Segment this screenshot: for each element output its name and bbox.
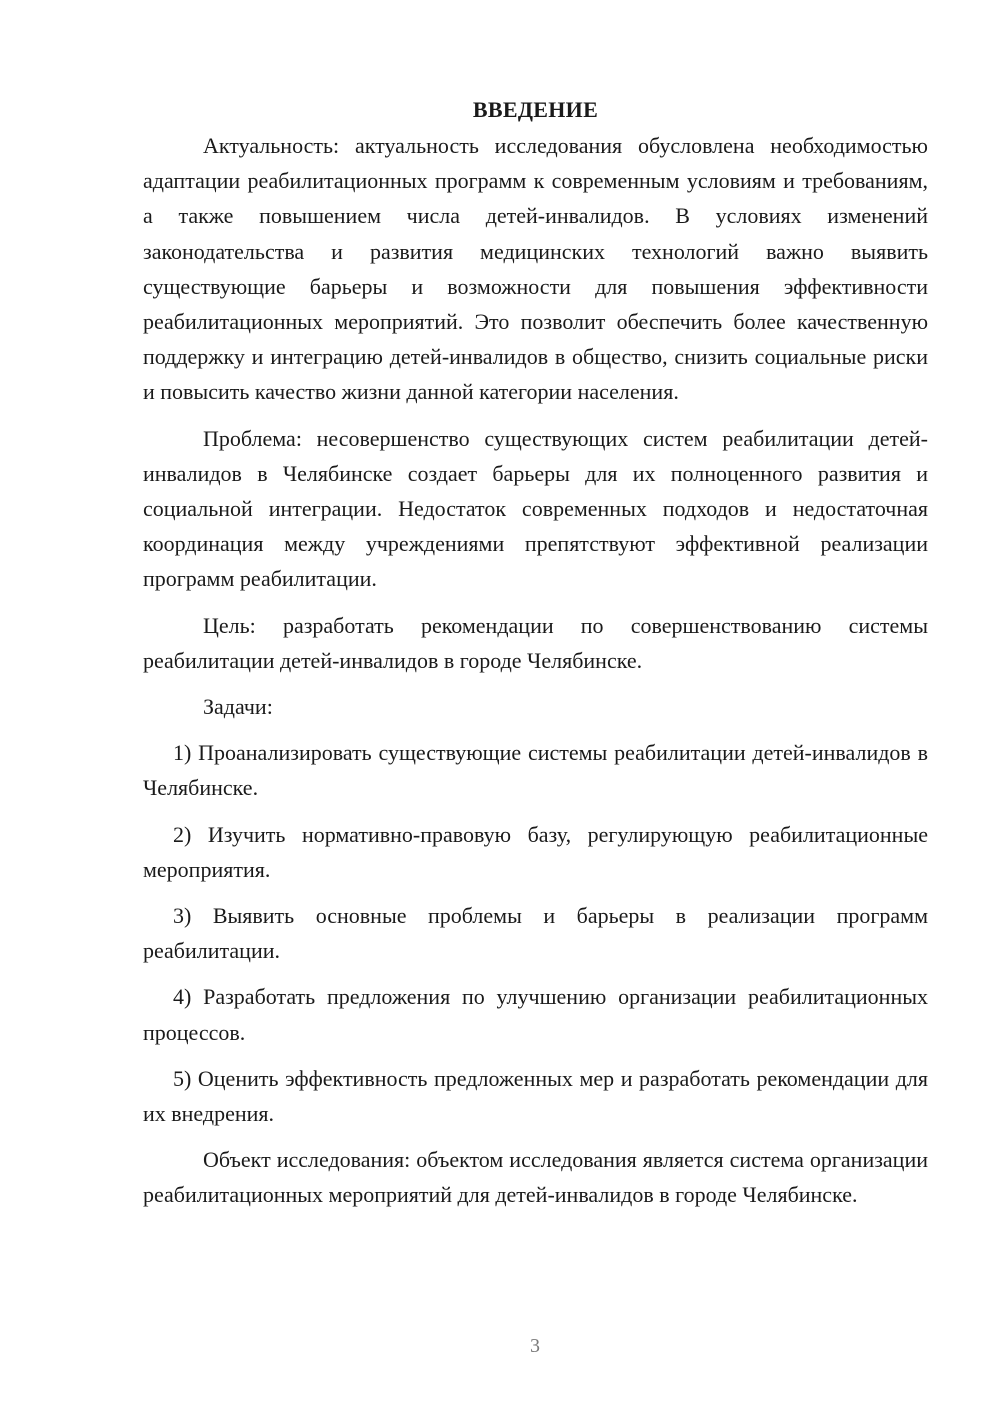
- task-item-3: 3) Выявить основные проблемы и барьеры в реализации программ реабилитации.: [143, 903, 928, 964]
- object-paragraph: Объект исследования: объектом исследования является система организации реабилитационных мероприятий для детей-инвалидов в городе Челябинске.: [143, 1147, 928, 1208]
- tasks-label: Задачи:: [203, 694, 273, 720]
- goal-paragraph: Цель: разработать рекомендации по совершенствованию системы реабилитации детей-инвалидов в городе Челябинске.: [143, 612, 928, 673]
- page-number: 3: [530, 1335, 540, 1357]
- task-item-1: 1) Проанализировать существующие системы реабилитации детей-инвалидов в Челябинске.: [143, 740, 928, 801]
- task-item-4: 4) Разработать предложения по улучшению организации реабилитационных процессов.: [143, 984, 928, 1045]
- document-page: [143, 94, 928, 1224]
- task-item-5: 5) Оценить эффективность предложенных мер и разработать рекомендации для их внедрения.: [143, 1065, 928, 1127]
- task-item-2: 2) Изучить нормативно-правовую базу, регулирующую реабилитационные мероприятия.: [143, 821, 928, 882]
- problem-paragraph: Проблема: несовершенство существующих систем реабилитации детей-инвалидов в Челябинске создает барьеры для их полноценного развития и социальной интеграции. Недостаток современных подходов и недостаточная координация между учреждениями препятствуют эффективной реализации программ реабилитации.: [143, 425, 928, 592]
- relevance-paragraph: Актуальность: актуальность исследования обусловлена необходимостью адаптации реабилитационных программ к современным условиям и требованиям, а также повышением числа детей-инвалидов. В условиях изменений законодательства и развития медицинских технологий важно выявить существующие барьеры и возможности для повышения эффективности реабилитационных мероприятий. Это позволит обеспечить более качественную поддержку и интеграцию детей-инвалидов в общество, снизить социальные риски и повысить качество жизни данной категории населения.: [143, 133, 928, 405]
- page-title: ВВЕДЕНИЕ: [472, 97, 599, 122]
